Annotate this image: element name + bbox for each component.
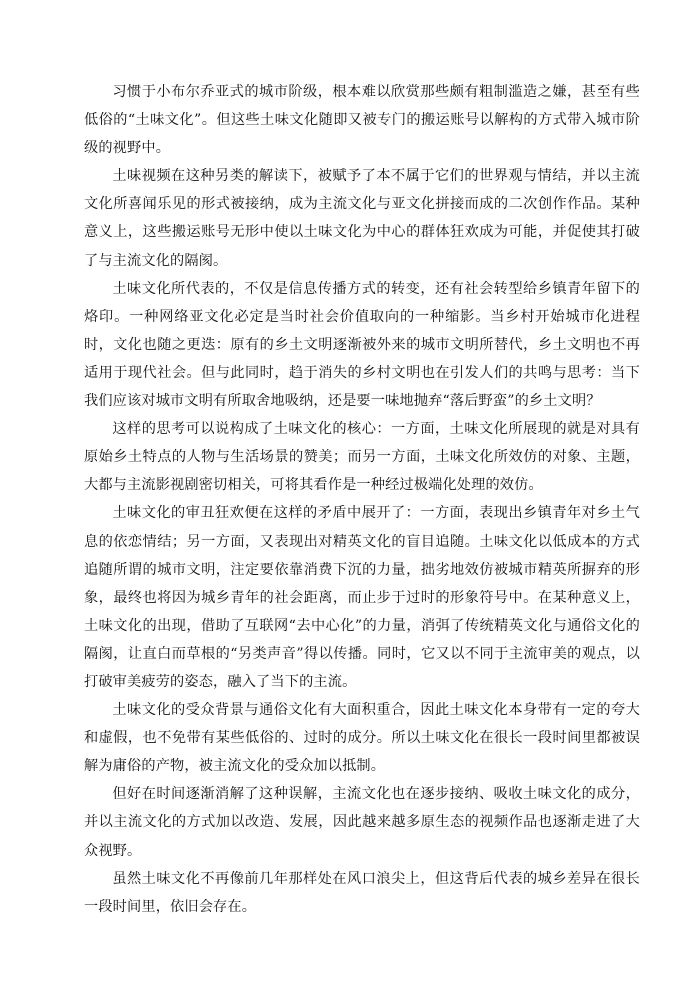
paragraph-3: 土味文化所代表的，不仅是信息传播方式的转变，还有社会转型给乡镇青年留下的烙印。一种网络亚文化必定是当时社会价值取向的一种缩影。当乡村开始城市化进程时，文化也随之更迭：原有的乡土文明逐渐被外来的城市文明所替代，乡土文明也不再适用于现代社会。但与此同时，趋于消失的乡村文明也在引发人们的共鸣与思考：当下我们应该对城市文明有所取舍地吸纳，还是要一味地抛弃“落后野蛮”的乡土文明？ [84, 280, 640, 410]
paragraph-1: 习惯于小布尔乔亚式的城市阶级，根本难以欣赏那些颇有粗制滥造之嫌，甚至有些低俗的“土味文化”。但这些土味文化随即又被专门的搬运账号以解构的方式带入城市阶级的视野中。 [84, 84, 640, 157]
paragraph-7: 但好在时间逐渐消解了这种误解，主流文化也在逐步接纳、吸收土味文化的成分，并以主流文化的方式加以改造、发展，因此越来越多原生态的视频作品也逐渐走进了大众视野。 [84, 786, 640, 859]
article-body [84, 78, 640, 921]
paragraph-5: 土味文化的审丑狂欢便在这样的矛盾中展开了：一方面，表现出乡镇青年对乡土气息的依恋情结；另一方面，又表现出对精英文化的盲目追随。土味文化以低成本的方式追随所谓的城市文明，注定要依靠消费下沉的力量，拙劣地效仿被城市精英所摒弃的形象，最终也将因为城乡青年的社会距离，而止步于过时的形象符号中。在某种意义上，土味文化的出现，借助了互联网“去中心化”的力量，消弭了传统精英文化与通俗文化的隔阂，让直白而草根的“另类声音”得以传播。同时，它又以不同于主流审美的观点，以打破审美疲劳的姿态，融入了当下的主流。 [84, 505, 640, 690]
paragraph-8: 虽然土味文化不再像前几年那样处在风口浪尖上，但这背后代表的城乡差异在很长一段时间里，依旧会存在。 [84, 870, 640, 915]
paragraph-2: 土味视频在这种另类的解读下，被赋予了本不属于它们的世界观与情结，并以主流文化所喜闻乐见的形式被接纳，成为主流文化与亚文化拼接而成的二次创作作品。某种意义上，这些搬运账号无形中使以土味文化为中心的群体狂欢成为可能，并促使其打破了与主流文化的隔阂。 [84, 168, 640, 269]
paragraph-4: 这样的思考可以说构成了土味文化的核心：一方面，土味文化所展现的就是对具有原始乡土特点的人物与生活场景的赞美；而另一方面，土味文化所效仿的对象、主题，大都与主流影视剧密切相关，可将其看作是一种经过极端化处理的效仿。 [84, 421, 640, 494]
paragraph-6: 土味文化的受众背景与通俗文化有大面积重合，因此土味文化本身带有一定的夸大和虚假，也不免带有某些低俗的、过时的成分。所以土味文化在很长一段时间里都被误解为庸俗的产物，被主流文化的受众加以抵制。 [84, 702, 640, 775]
